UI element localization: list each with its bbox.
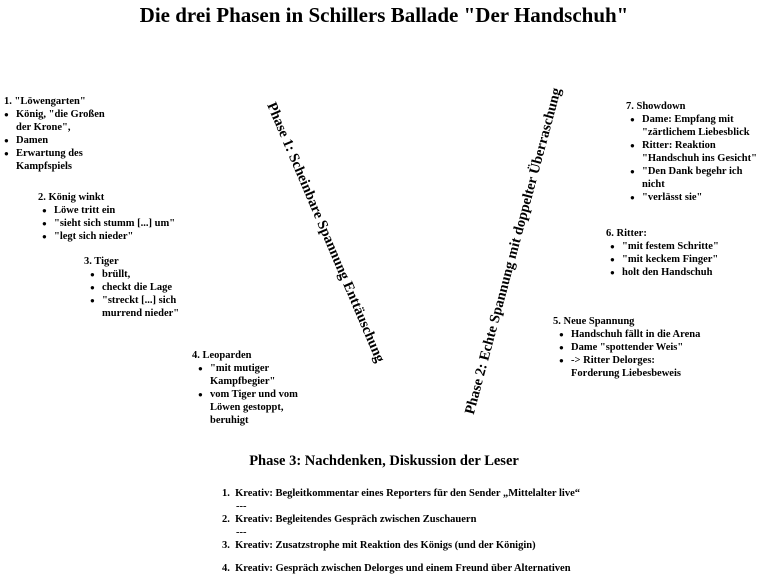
phase-2-label: Phase 2: Echte Spannung mit doppelter Überraschung xyxy=(462,86,565,417)
list-item: ● König, "die Großen der Krone", xyxy=(4,108,116,134)
list-item: ● -> Ritter Delorges: Forderung Liebesbeweis xyxy=(559,354,703,380)
stage-1-heading: 1. "Löwengarten" xyxy=(4,96,86,107)
stage-5-heading: 5. Neue Spannung xyxy=(553,316,635,327)
stage-6-heading: 6. Ritter: xyxy=(606,228,647,239)
list-item: ● vom Tiger und vom Löwen gestoppt, beruhigt xyxy=(198,388,312,427)
list-item: ● "mit keckem Finger" xyxy=(610,253,746,266)
list-item: ● Damen xyxy=(4,134,116,147)
stage-7-heading: 7. Showdown xyxy=(626,101,686,112)
list-item: ● "mit festem Schritte" xyxy=(610,240,746,253)
list-item: ● checkt die Lage xyxy=(90,281,202,294)
stage-6-block xyxy=(606,227,746,279)
task-item: 1. Kreativ: Begleitkommentar eines Reporters für den Sender „Mittelalter live“ xyxy=(222,488,581,499)
list-item: ● "Den Dank begehr ich nicht xyxy=(630,165,766,191)
stage-1-list xyxy=(4,108,116,173)
phase-1-label: Phase 1: Scheinbare Spannung Enttäuschung xyxy=(263,100,388,365)
list-item: ● Dame: Empfang mit "zärtlichem Liebesblick xyxy=(630,113,766,139)
stage-5-list xyxy=(553,328,703,380)
task-item: 2. Kreativ: Begleitendes Gespräch zwischen Zuschauern xyxy=(222,514,477,525)
stage-4-list xyxy=(192,362,312,427)
stage-2-heading: 2. König winkt xyxy=(38,192,105,203)
stage-3-list xyxy=(84,268,202,320)
list-item: ● "legt sich nieder" xyxy=(42,230,188,243)
task-item: 3. Kreativ: Zusatzstrophe mit Reaktion des Königs (und der Königin) xyxy=(222,540,536,551)
list-item: ● "mit mutiger Kampfbegier" xyxy=(198,362,312,388)
stage-1-block xyxy=(4,95,116,173)
list-item: ● "sieht sich stumm [...] um" xyxy=(42,217,188,230)
stage-2-list xyxy=(38,204,188,243)
page-title: Die drei Phasen in Schillers Ballade "Der Handschuh" xyxy=(139,3,629,27)
stage-2-block xyxy=(38,191,188,243)
list-item: ● Löwe tritt ein xyxy=(42,204,188,217)
stage-5-block xyxy=(553,315,703,380)
stage-7-block xyxy=(626,100,766,204)
stage-4-block xyxy=(192,349,312,427)
list-item: ● holt den Handschuh xyxy=(610,266,746,279)
list-item: ● Erwartung des Kampfspiels xyxy=(4,147,116,173)
list-item: ● "streckt [...] sich murrend nieder" xyxy=(90,294,202,320)
stage-3-heading: 3. Tiger xyxy=(84,256,119,267)
stage-3-block xyxy=(84,255,202,320)
stage-7-list xyxy=(626,113,766,204)
task-item: 4. Kreativ: Gespräch zwischen Delorges und einem Freund über Alternativen xyxy=(222,563,571,574)
list-item: ● Dame "spottender Weis" xyxy=(559,341,703,354)
stage-4-heading: 4. Leoparden xyxy=(192,350,252,361)
task-list xyxy=(222,487,580,575)
list-item: ● brüllt, xyxy=(90,268,202,281)
list-item: ● Handschuh fällt in die Arena xyxy=(559,328,703,341)
task-separator: --- xyxy=(236,527,247,538)
task-separator: --- xyxy=(236,501,247,512)
phase-3-heading: Phase 3: Nachdenken, Diskussion der Leser xyxy=(249,453,519,469)
list-item: ● "verlässt sie" xyxy=(630,191,766,204)
stage-6-list xyxy=(606,240,746,279)
list-item: ● Ritter: Reaktion "Handschuh ins Gesicht" xyxy=(630,139,766,165)
